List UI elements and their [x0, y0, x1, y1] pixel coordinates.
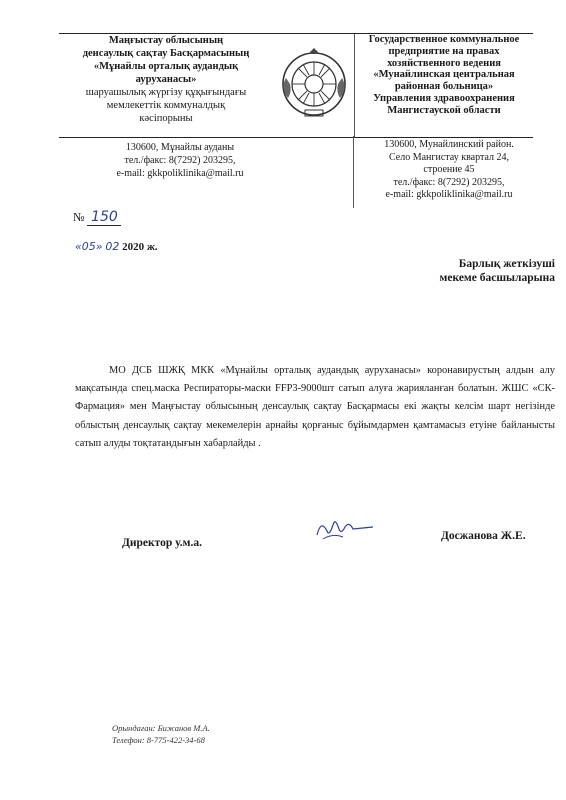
- date-year: 2020 ж.: [122, 241, 158, 253]
- addressee-line: мекеме басшыларына: [439, 272, 555, 284]
- letterhead: [59, 33, 533, 138]
- letterhead-line: Управления здравоохранения: [373, 92, 515, 104]
- state-emblem-icon: [278, 48, 350, 120]
- number-value: 150: [87, 209, 121, 226]
- signature-mark: [313, 513, 375, 543]
- letterhead-line: «Мунайлинская центральная: [373, 69, 515, 81]
- address-line: Село Мангистау квартал 24,: [389, 151, 509, 163]
- address-russian: [360, 139, 538, 202]
- address-line: e-mail: gkkpoliklinika@mail.ru: [116, 168, 244, 179]
- executor-name: Орындаған: Бижанов М.А.: [112, 723, 210, 733]
- address-line: 130600, Мұнайлы ауданы: [125, 142, 235, 153]
- letterhead-line: Маңғыстау облысының: [108, 35, 224, 46]
- document-date: [75, 240, 158, 253]
- addressee-line: Барлық жеткізуші: [458, 258, 555, 270]
- document-number: [73, 209, 121, 226]
- addressee: [405, 257, 555, 285]
- letterhead-line: предприятие на правах: [388, 45, 500, 57]
- address-divider: [353, 136, 354, 208]
- letterhead-line: денсаулық сақтау Басқармасының: [82, 48, 250, 59]
- letterhead-line: хозяйственного ведения: [387, 57, 501, 69]
- letterhead-line: мемлекеттік коммуналдық: [106, 100, 226, 111]
- address-line: тел./факс: 8(7292) 203295,: [393, 176, 505, 188]
- signatory-name: Досжанова Ж.Е.: [441, 530, 526, 542]
- letterhead-kazakh: [59, 34, 273, 137]
- address-line: строение 45: [423, 164, 475, 175]
- address-kazakh: [80, 141, 280, 180]
- letterhead-line: Государственное коммунальное: [368, 34, 520, 45]
- address-line: e-mail: gkkpoliklinika@mail.ru: [385, 189, 513, 200]
- letterhead-russian: [354, 34, 533, 137]
- date-month: 02: [105, 240, 120, 253]
- executor-phone: Телефон: 8-775-422-34-68: [112, 735, 205, 745]
- number-label: №: [73, 210, 85, 224]
- letterhead-line: ауруханасы»: [135, 74, 197, 85]
- letter-body: [75, 362, 555, 453]
- letterhead-line: кәсіпорыны: [139, 113, 193, 124]
- address-line: тел./факс: 8(7292) 203295,: [124, 155, 236, 166]
- letterhead-line: районная больница»: [394, 81, 494, 93]
- letterhead-line: шаруашылық жүргізу құқығындағы: [85, 87, 247, 98]
- signatory-title: Директор у.м.а.: [122, 537, 202, 549]
- body-paragraph: МО ДСБ ШЖҚ МКК «Мұнайлы орталық аудандық ауруханасы» коронавирустың алдын алу мақсатында спец.маска Респираторы-маски FFP3-9000шт сатып алуға жарияланған болатын. ЖШС «СК-Фармация» мен Маңғыстау облысының денсаулық сақтау Басқармасы екі жақты келсім шарт негізінде облыстың денсаулық сақтау мекемелерін арнайы қорғаныс бұйымдармен қамтамасыз етуіне байланысты сатып алуды тоқтатандығын хабарлайды .: [75, 365, 555, 449]
- address-line: 130600, Мунайлинский район.: [384, 139, 514, 150]
- date-day: «05»: [75, 240, 103, 253]
- executor-footer: [112, 722, 210, 746]
- letterhead-line: Мангистауской области: [387, 104, 501, 116]
- letterhead-line: «Мұнайлы орталық аудандық: [93, 61, 239, 72]
